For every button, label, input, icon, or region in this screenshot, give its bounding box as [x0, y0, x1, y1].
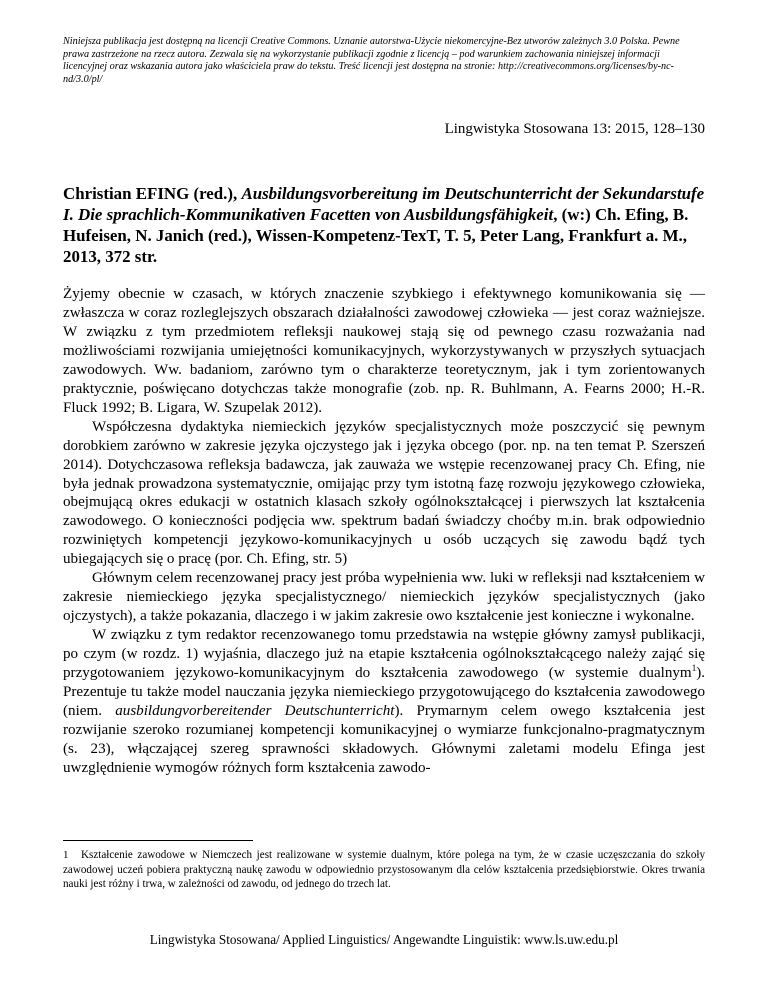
journal-reference: Lingwistyka Stosowana 13: 2015, 128–130 [444, 121, 705, 137]
title-book: Ausbildungsvorbereitung im Deutschunterricht der Sekundarstufe I. Die sprachlich-Kommunikativen Facetten von Ausbildungsfähigkeit [63, 184, 705, 224]
paragraph-1: Żyjemy obecnie w czasach, w których znaczenie szybkiego i efektywnego komunikowania się — zwłaszcza w coraz rozleglejszych obszarach działalności zawodowej człowieka — jest coraz ważniejsze. W związku z tym przedmiotem refleksji naukowej stają się od pewnego czasu rozważania nad możliwościami rozwijania umiejętności komunikacyjnych, wykorzystywanych w przyszłych sytuacjach zawodowych. Ww. badaniom, zarówno tym o charakterze teoretycznym, jak i tym zorientowanych praktycznie, poświęcano dotychczas także monografie (zob. np. R. Buhlmann, A. Fearns 2000; H.-R. Fluck 1992; B. Ligara, W. Szupelak 2012). [63, 286, 705, 416]
title-author: Christian EFING (red.), [63, 184, 242, 203]
paragraph-4-part-c: ). Prymarnym celem owego kształcenia jest rozwijanie szeroko rozumianej kompetencji komunikacyjnej o wymiarze funkcjonalno-pragmatycznym (s. 23), włączającej szereg sprawności składowych. Głównymi zaletami modelu Efinga jest uwzględnienie wymogów różnych form kształcenia zawodo- [63, 702, 705, 776]
paragraph-4-part-a: W związku z tym redaktor recenzowanego tomu przedstawia na wstępie główny zamysł publikacji, po czym (w rozdz. 1) wyjaśnia, dlaczego już na etapie kształcenia ogólnokształcącego należy zająć się przygotowaniem językowo-komunikacyjnym do kształcenia zawodowego (w systemie dualnym [63, 627, 705, 682]
paragraph-4 [63, 626, 705, 778]
paragraph-2: Współczesna dydaktyka niemieckich języków specjalistycznych może poszczycić się pewnym dorobkiem zarówno w zakresie języka ojczystego jak i języka obcego (por. np. na ten temat P. Szerszeń 2014). Dotychczasowa refleksja badawcza, jak zauważa we wstępie recenzowanej pracy Ch. Efing, nie była jednak prowadzona systematycznie, omijając przy tym istotną fazę rozwoju językowego człowieka, obejmującą okres edukacji w ostatnich klasach szkoły ogólnokształcącej i pierwszych lat kształcenia zawodowego. O konieczności podjęcia ww. spektrum badań świadczy choćby m.in. brak odpowiednio rozwiniętych kompetencji językowo-komunikacyjnych u osób uczących się zawodu bądź tych ubiegających się o pracę (por. Ch. Efing, str. 5) [63, 418, 705, 568]
page-footer: Lingwistyka Stosowana/ Applied Linguistics/ Angewandte Linguistik: www.ls.uw.edu.pl [149, 932, 619, 947]
paragraph-4-part-b: ). Prezentuje tu także model nauczania języka niemieckiego przygotowującego do kształcenia zawodowego (niem. [63, 665, 705, 719]
footnote-reference[interactable]: 1 [691, 663, 697, 674]
footnote-mark: 1 [63, 849, 69, 861]
footnote [63, 848, 705, 892]
footnote-text: Kształcenie zawodowe w Niemczech jest realizowane w systemie dualnym, które polega na tym, że w czasie uczęszczania do szkoły zawodowej uczeń pobiera praktyczną naukę zawodu w odpowiednio przystosowanym dla celów kształcenia przedsiębiorstwie. Okres trwania nauki jest różny i trwa, w zależności od zawodu, od jednego do trzech lat. [63, 849, 705, 891]
article-body [63, 285, 705, 778]
footnote-divider [63, 840, 253, 841]
license-notice [63, 36, 699, 86]
paragraph-3: Głównym celem recenzowanej pracy jest próba wypełnienia ww. luki w refleksji nad kształceniem w zakresie niemieckiego języka specjalistycznego/ niemieckich języków specjalistycznych (jako ojczystych), a także pokazania, dlaczego i w jakim zakresie owo kształcenie jest konieczne i wykonalne. [63, 570, 705, 625]
license-text: Niniejsza publikacja jest dostępną na licencji Creative Commons. Uznanie autorstwa-Użycie niekomercyjne-Bez utworów zależnych 3.0 Polska. Pewne prawa zastrzeżone na rzecz autora. Zezwala się na wykorzystanie publikacji zgodnie z licencją – pod warunkiem zachowania niniejszej informacji licencyjnej oraz wskazania autora jako właściciela praw do tekstu. Treść licencji jest dostępna na stronie: http://creativecommons.org/licenses/by-nc-nd/3.0/pl/ [63, 36, 680, 85]
paragraph-4-term: ausbildungvorbereitender Deutschunterricht [115, 702, 395, 719]
title-publication-details: , (w:) Ch. Efing, B. Hufeisen, N. Janich (red.), Wissen-Kompetenz-TexT, T. 5, Peter Lang, Frankfurt a. M., 2013, 372 str. [63, 205, 689, 266]
review-title [63, 183, 705, 267]
